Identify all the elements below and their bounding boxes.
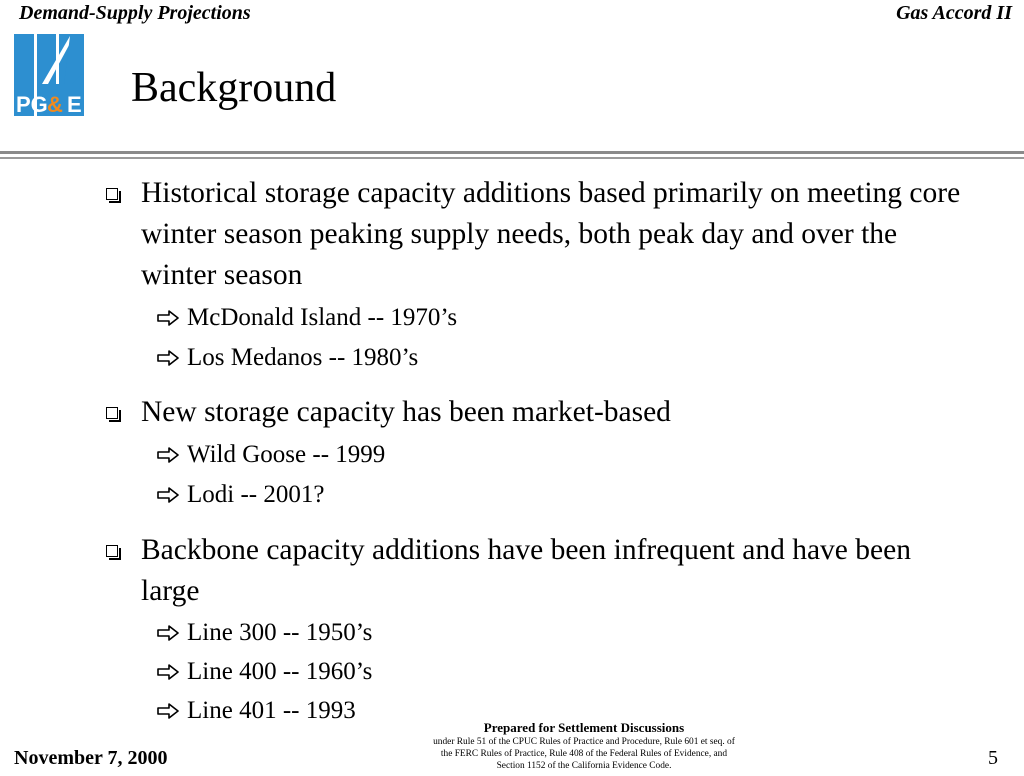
header-right: Gas Accord II [896,2,1012,24]
footnote-line: the FERC Rules of Practice, Rule 408 of the Federal Rules of Evidence, and [440,749,728,759]
arrow-right-icon [157,664,179,680]
title-divider [0,151,1024,154]
bullet-text: Backbone capacity additions have been infrequent and have been large [141,534,911,607]
sub-bullet-text: Line 400 -- 1960’s [187,658,373,685]
bullet-text: New storage capacity has been market-based [141,396,671,428]
arrow-right-icon [157,625,179,641]
bullet-item [141,392,971,433]
sub-bullet-item [187,480,324,510]
svg-text:PG: PG [16,92,48,117]
sub-bullet-text: Line 300 -- 1950’s [187,619,373,646]
sub-bullet-text: Line 401 -- 1993 [187,697,356,724]
bullet-text: Historical storage capacity additions based primarily on meeting core winter season peaking supply needs, both peak day and over the winter season [141,177,961,291]
sub-bullet-item [187,618,372,648]
title-divider-secondary [0,157,1024,159]
svg-text:E: E [67,92,82,117]
arrow-right-icon [157,703,179,719]
arrow-right-icon [157,310,179,326]
sub-bullet-text: Lodi -- 2001? [187,481,325,508]
header-left: Demand-Supply Projections [19,2,251,24]
svg-text:&: & [47,92,63,117]
footer-date: November 7, 2000 [14,747,168,769]
sub-bullet-item [187,696,356,726]
checkbox-bullet-icon [106,188,118,200]
sub-bullet-text: McDonald Island -- 1970’s [187,304,458,331]
slide-title: Background [131,65,337,111]
bullet-item [141,173,971,296]
arrow-right-icon [157,487,179,503]
sub-bullet-item [187,657,372,687]
page-number: 5 [988,747,998,769]
footnote-title: Prepared for Settlement Discussions [483,720,685,735]
sub-bullet-text: Wild Goose -- 1999 [187,441,386,468]
checkbox-bullet-icon [106,545,118,557]
pge-logo-icon [12,32,86,118]
sub-bullet-text: Los Medanos -- 1980’s [187,344,419,371]
settlement-footnote [398,720,770,772]
footnote-line: under Rule 51 of the CPUC Rules of Practice and Procedure, Rule 601 et seq. of [433,737,735,747]
footnote-body [398,736,770,772]
arrow-right-icon [157,350,179,366]
sub-bullet-item [187,440,385,470]
sub-bullet-item [187,343,418,373]
arrow-right-icon [157,447,179,463]
sub-bullet-item [187,303,457,333]
footnote-line: Section 1152 of the California Evidence Code. [496,761,672,771]
bullet-item [141,530,971,612]
checkbox-bullet-icon [106,407,118,419]
